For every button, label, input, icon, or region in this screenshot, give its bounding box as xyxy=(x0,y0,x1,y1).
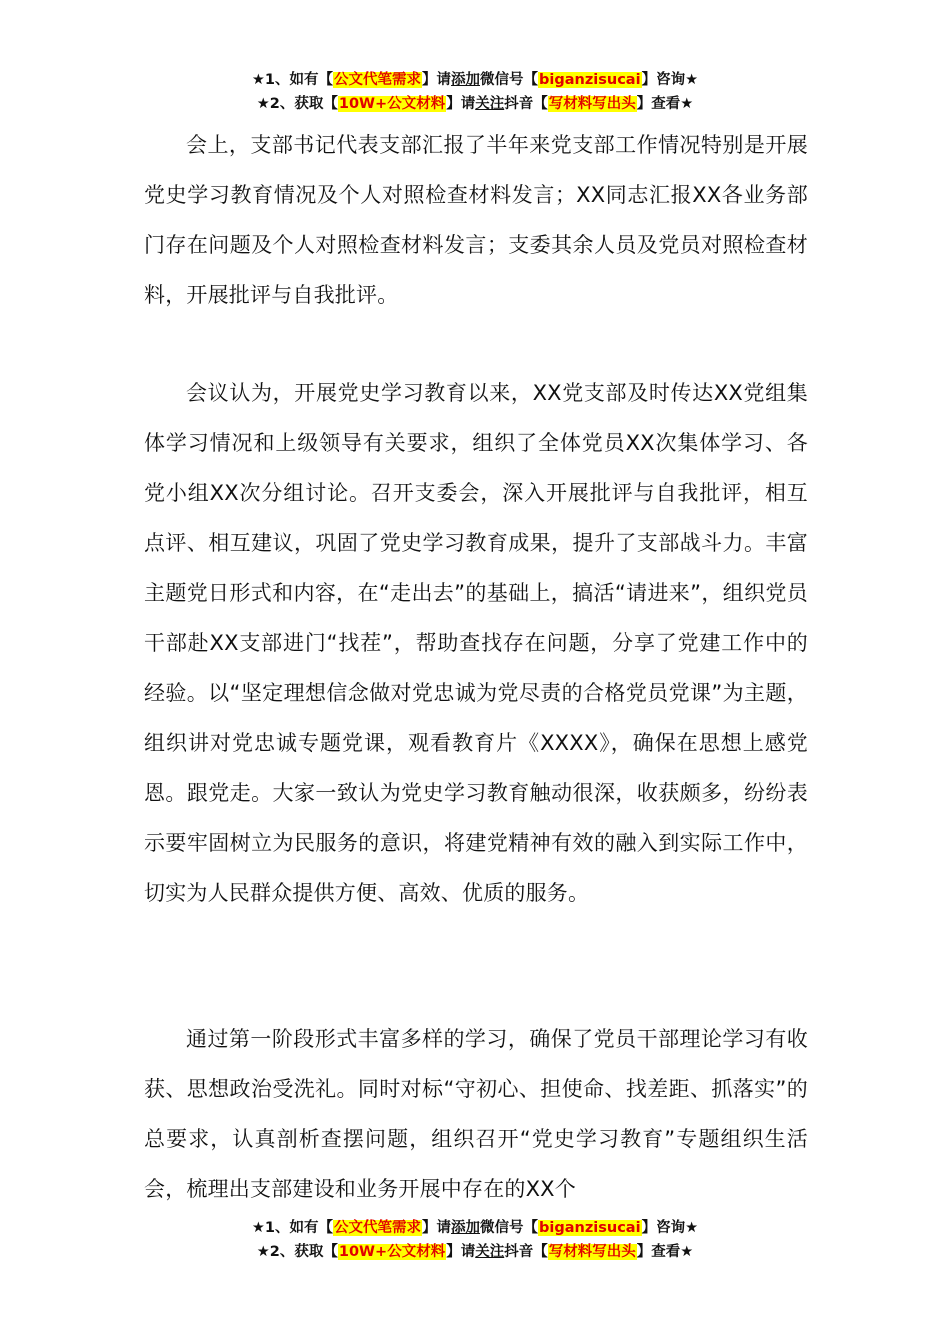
promo-douyin-id: 写材料写出头 xyxy=(548,96,636,112)
promo-text: 】咨询★ xyxy=(641,1220,699,1236)
promo-text: ★2、获取【 xyxy=(256,1244,338,1260)
promo-highlight: 10W+公文材料 xyxy=(338,1244,446,1260)
promo-text: 抖音【 xyxy=(504,1244,548,1260)
promo-text: ★1、如有【 xyxy=(251,72,334,88)
promo-highlight: 公文代笔需求 xyxy=(334,1220,422,1236)
promo-underline: 关注 xyxy=(475,96,505,112)
promo-underline: 添加 xyxy=(451,1220,481,1236)
promo-text: ★1、如有【 xyxy=(251,1220,334,1236)
top-promo-banner xyxy=(0,68,950,116)
promo-line-1 xyxy=(0,68,950,92)
promo-line-1 xyxy=(0,1216,950,1240)
promo-wechat-id: biganzisucai xyxy=(539,72,641,88)
promo-highlight: 公文代笔需求 xyxy=(334,72,422,88)
body-paragraph: 会议认为，开展党史学习教育以来，XX党支部及时传达XX党组集体学习情况和上级领导有关要求，组织了全体党员XX次集体学习、各党小组XX次分组讨论。召开支委会，深入开展批评与自我批评，相互点评、相互建议，巩固了党史学习教育成果，提升了支部战斗力。丰富主题党日形式和内容，在“走出去”的基础上，搞活“请进来”，组织党员干部赴XX支部进门“找茬”，帮助查找存在问题，分享了党建工作中的经验。以“坚定理想信念做对党忠诚为党尽责的合格党员党课”为主题，组织讲对党忠诚专题党课，观看教育片《XXXX》，确保在思想上感党恩。跟党走。大家一致认为党史学习教育触动很深，收获颇多，纷纷表示要牢固树立为民服务的意识，将建党精神有效的融入到实际工作中，切实为人民群众提供方便、高效、优质的服务。 xyxy=(144,381,808,905)
promo-line-2 xyxy=(0,92,950,116)
body-paragraph: 会上，支部书记代表支部汇报了半年来党支部工作情况特别是开展党史学习教育情况及个人对照检查材料发言；XX同志汇报XX各业务部门存在问题及个人对照检查材料发言；支委其余人员及党员对照检查材料，开展批评与自我批评。 xyxy=(144,133,808,307)
promo-text: 】请 xyxy=(422,1220,452,1236)
promo-text: 】请 xyxy=(446,96,476,112)
promo-underline: 添加 xyxy=(451,72,481,88)
promo-underline: 关注 xyxy=(475,1244,505,1260)
promo-highlight: 10W+公文材料 xyxy=(338,96,446,112)
bottom-promo-banner xyxy=(0,1216,950,1264)
promo-text: 】请 xyxy=(446,1244,476,1260)
promo-line-2 xyxy=(0,1240,950,1264)
promo-douyin-id: 写材料写出头 xyxy=(548,1244,636,1260)
promo-text: 】咨询★ xyxy=(641,72,699,88)
promo-wechat-id: biganzisucai xyxy=(539,1220,641,1236)
promo-text: 微信号【 xyxy=(480,72,539,88)
body-paragraph: 通过第一阶段形式丰富多样的学习，确保了党员干部理论学习有收获、思想政治受洗礼。同时对标“守初心、担使命、找差距、抓落实”的总要求，认真剖析查摆问题，组织召开“党史学习教育”专题组织生活会，梳理出支部建设和业务开展中存在的XX个 xyxy=(144,1027,808,1201)
promo-text: 微信号【 xyxy=(480,1220,539,1236)
promo-text: 】请 xyxy=(422,72,452,88)
promo-text: 】查看★ xyxy=(636,96,694,112)
promo-text: 】查看★ xyxy=(636,1244,694,1260)
promo-text: 抖音【 xyxy=(504,96,548,112)
promo-text: ★2、获取【 xyxy=(256,96,338,112)
